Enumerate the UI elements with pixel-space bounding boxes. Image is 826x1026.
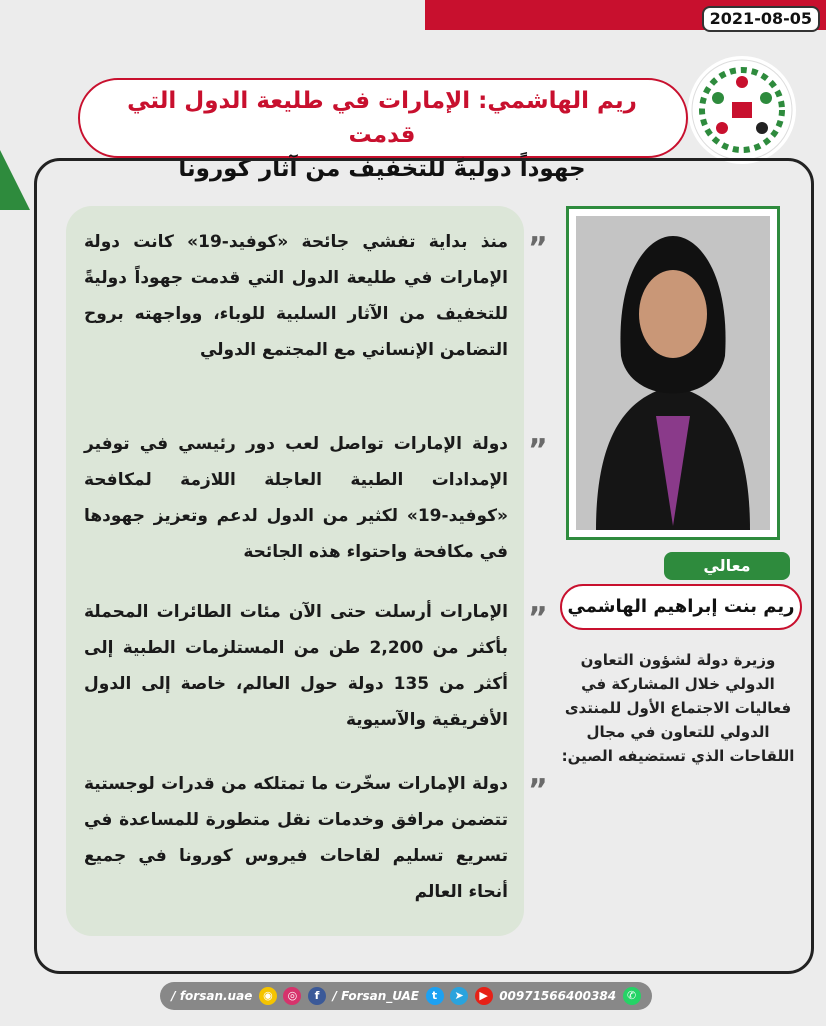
twitter-icon: t <box>426 987 444 1005</box>
paragraph-1: منذ بداية تفشي جائحة «كوفيد-19» كانت دولة الإمارات في طليعة الدول التي قدمت جهوداً دوليةً للتخفيف من الآثار السلبية للوباء، وواجهته بروح التضامن الإنساني مع المجتمع الدولي <box>84 232 508 360</box>
title-line-2: جهوداً دوليةً للتخفيف من آثار كورونا <box>178 156 586 182</box>
snapchat-icon: ◉ <box>259 987 277 1005</box>
speaker-photo <box>576 216 770 530</box>
forsan-logo <box>688 56 796 164</box>
quote-icon: ” <box>528 231 548 266</box>
speaker-name: ريم بنت إبراهيم الهاشمي <box>560 584 802 630</box>
date-badge: 2021-08-05 <box>702 6 820 32</box>
speaker-description: وزيرة دولة لشؤون التعاون الدولي خلال المشاركة في فعاليات الاجتماع الأول للمنتدى الدولي للتعاون في مجال اللقاحات الذي تستضيفه الصين: <box>561 651 795 765</box>
footer-handle-1: / Forsan_UAE <box>332 989 419 1003</box>
telegram-icon: ➤ <box>450 987 468 1005</box>
paragraph-3: الإمارات أرسلت حتى الآن مئات الطائرات المحملة بأكثر من 2,200 طن من المستلزمات الطبية إلى أكثر من 135 دولة حول العالم، خاصة إلى الدول الأفريقية والآسيوية <box>84 602 509 730</box>
whatsapp-icon: ✆ <box>623 987 641 1005</box>
facebook-icon: f <box>308 987 326 1005</box>
portrait-silhouette-icon <box>576 216 770 530</box>
paragraph-2: دولة الإمارات تواصل لعب دور رئيسي في توفير الإمدادات الطبية العاجلة اللازمة لمكافحة «كوفيد-19» لكثير من الدول لدعم وتعزيز جهودها في مكافحة واحتواء هذه الجائحة <box>84 434 508 562</box>
left-green-stripe <box>0 150 30 210</box>
social-footer <box>160 982 652 1010</box>
honorific-tag: معالي <box>664 552 790 580</box>
quote-icon: ” <box>528 601 548 636</box>
paragraph-4: دولة الإمارات سخّرت ما تمتلكه من قدرات لوجستية تتضمن مرافق وخدمات نقل متطورة للمساعدة في تسريع تسليم لقاحات فيروس كورونا في جميع أنحاء العالم <box>84 774 508 902</box>
logo-emblem-icon <box>688 56 796 164</box>
title-line-1: ريم الهاشمي: الإمارات في طليعة الدول التي قدمت <box>127 88 637 148</box>
instagram-icon: ◎ <box>283 987 301 1005</box>
footer-handle-2: / forsan.uae <box>171 989 253 1003</box>
quote-icon: ” <box>528 773 548 808</box>
quote-icon: ” <box>528 433 548 468</box>
youtube-icon: ▶ <box>475 987 493 1005</box>
footer-phone: 00971566400384 <box>499 989 617 1003</box>
